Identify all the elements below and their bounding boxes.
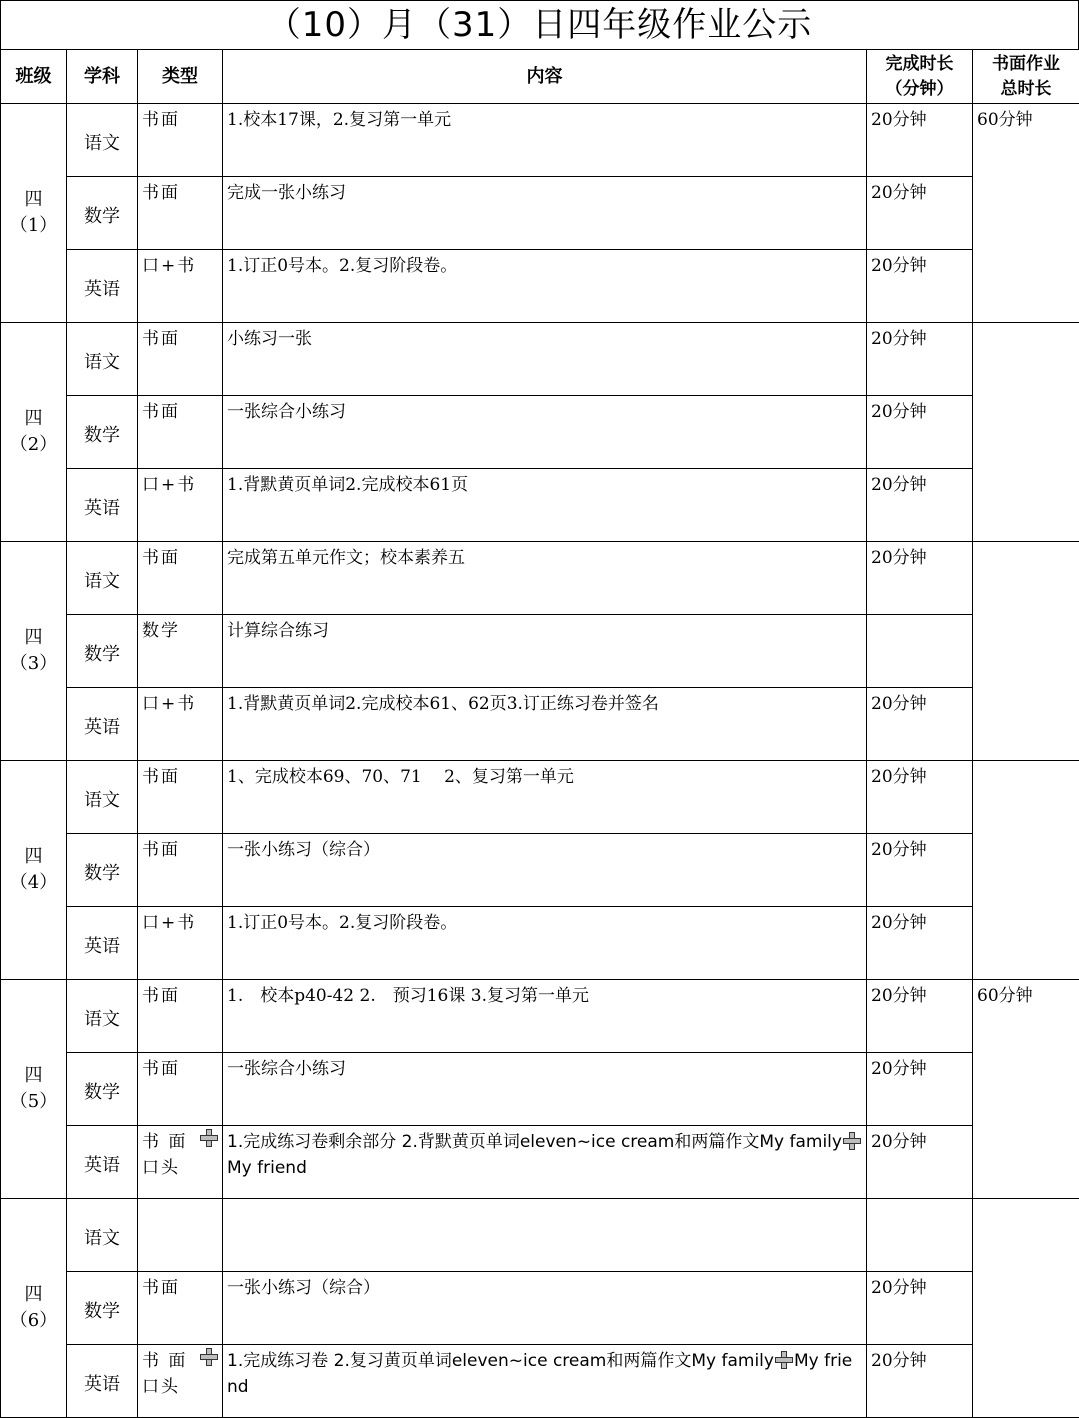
- content-cell: 小练习一张: [223, 323, 867, 396]
- move-cross-icon: [200, 1129, 218, 1147]
- type-cell: 数学: [138, 615, 223, 688]
- table-row: [1, 907, 1079, 980]
- header-type: 类型: [138, 50, 223, 104]
- subject-cell: 数学: [67, 177, 138, 250]
- type-line1: 书 面: [142, 1129, 187, 1155]
- content-cell: [223, 1126, 867, 1199]
- class-cell: [1, 761, 67, 980]
- duration-cell: 20分钟: [867, 1272, 973, 1345]
- duration-cell: 20分钟: [867, 250, 973, 323]
- subject-cell: 语文: [67, 761, 138, 834]
- type-cell: 书面: [138, 1053, 223, 1126]
- subject-cell: 数学: [67, 834, 138, 907]
- total-cell: [973, 761, 1079, 980]
- class-grade: 四: [25, 1284, 43, 1305]
- table-row: [1, 761, 1079, 834]
- subject-cell: 数学: [67, 1272, 138, 1345]
- content-cell: [223, 1345, 867, 1418]
- homework-table: [0, 49, 1079, 1418]
- class-grade: 四: [25, 846, 43, 867]
- type-cell: 书面: [138, 396, 223, 469]
- type-line1: 书 面: [142, 1348, 187, 1374]
- type-cell: 书面: [138, 177, 223, 250]
- table-row: [1, 1199, 1079, 1272]
- duration-cell: 20分钟: [867, 1053, 973, 1126]
- duration-cell: [867, 615, 973, 688]
- header-subject: 学科: [67, 50, 138, 104]
- class-number: （4）: [10, 872, 57, 893]
- duration-cell: [867, 1199, 973, 1272]
- header-total: [973, 50, 1079, 104]
- header-duration-line1: 完成时长: [886, 54, 954, 74]
- subject-cell: 英语: [67, 688, 138, 761]
- content-cell: 1.订正0号本。2.复习阶段卷。: [223, 907, 867, 980]
- type-cell: 书面: [138, 761, 223, 834]
- subject-cell: 数学: [67, 396, 138, 469]
- subject-cell: 英语: [67, 469, 138, 542]
- content-cell: 计算综合练习: [223, 615, 867, 688]
- duration-cell: 20分钟: [867, 323, 973, 396]
- content-cell: 1.订正0号本。2.复习阶段卷。: [223, 250, 867, 323]
- duration-cell: 20分钟: [867, 761, 973, 834]
- table-row: [1, 688, 1079, 761]
- content-cell: 一张小练习（综合）: [223, 834, 867, 907]
- subject-cell: 语文: [67, 1199, 138, 1272]
- type-cell: 口+书: [138, 250, 223, 323]
- table-row: [1, 469, 1079, 542]
- content-cell: 1.背默黄页单词2.完成校本61、62页3.订正练习卷并签名: [223, 688, 867, 761]
- duration-cell: 20分钟: [867, 688, 973, 761]
- table-row: [1, 1053, 1079, 1126]
- duration-cell: 20分钟: [867, 177, 973, 250]
- duration-cell: 20分钟: [867, 980, 973, 1053]
- content-cell: 完成第五单元作文；校本素养五: [223, 542, 867, 615]
- class-cell: [1, 980, 67, 1199]
- move-cross-icon: [775, 1351, 793, 1369]
- table-row: [1, 104, 1079, 177]
- class-grade: 四: [25, 627, 43, 648]
- table-row: [1, 1345, 1079, 1418]
- class-number: （2）: [10, 434, 57, 455]
- duration-cell: 20分钟: [867, 834, 973, 907]
- class-cell: [1, 104, 67, 323]
- subject-cell: 英语: [67, 250, 138, 323]
- page-title: （10）月（31）日四年级作业公示: [0, 0, 1079, 49]
- class-cell: [1, 323, 67, 542]
- duration-cell: 20分钟: [867, 907, 973, 980]
- table-row: [1, 542, 1079, 615]
- subject-cell: 语文: [67, 980, 138, 1053]
- class-grade: 四: [25, 408, 43, 429]
- type-cell: 书面: [138, 980, 223, 1053]
- subject-cell: 语文: [67, 323, 138, 396]
- duration-cell: 20分钟: [867, 104, 973, 177]
- type-cell: 口+书: [138, 469, 223, 542]
- content-cell: 完成一张小练习: [223, 177, 867, 250]
- content-text-tail: My friend: [227, 1158, 307, 1178]
- class-number: （6）: [10, 1310, 57, 1331]
- total-cell: 60分钟: [973, 104, 1079, 323]
- content-cell: 1.校本17课，2.复习第一单元: [223, 104, 867, 177]
- total-cell: [973, 1199, 1079, 1418]
- class-cell: [1, 1199, 67, 1418]
- total-cell: 60分钟: [973, 980, 1079, 1199]
- header-duration: [867, 50, 973, 104]
- header-row: [1, 50, 1079, 104]
- class-number: （5）: [10, 1091, 57, 1112]
- table-row: [1, 396, 1079, 469]
- class-number: （3）: [10, 653, 57, 674]
- content-text-tail: My friend: [227, 1351, 852, 1397]
- type-cell: [138, 1345, 223, 1418]
- total-cell: [973, 542, 1079, 761]
- table-row: [1, 1272, 1079, 1345]
- table-row: [1, 980, 1079, 1053]
- subject-cell: 数学: [67, 615, 138, 688]
- header-duration-line2: （分钟）: [886, 79, 954, 99]
- header-total-line1: 书面作业: [992, 54, 1060, 74]
- type-cell: 书面: [138, 323, 223, 396]
- table-row: [1, 834, 1079, 907]
- duration-cell: 20分钟: [867, 1345, 973, 1418]
- type-cell: 口+书: [138, 688, 223, 761]
- content-text: 1.完成练习卷 2.复习黄页单词eleven~ice cream和两篇作文My family: [227, 1351, 774, 1371]
- content-cell: 1、完成校本69、70、71 2、复习第一单元: [223, 761, 867, 834]
- content-cell: 一张综合小练习: [223, 1053, 867, 1126]
- table-row: [1, 250, 1079, 323]
- content-cell: 一张综合小练习: [223, 396, 867, 469]
- type-line2: 口头: [142, 1377, 180, 1397]
- class-number: （1）: [10, 215, 57, 236]
- header-total-line2: 总时长: [1001, 79, 1052, 99]
- table-row: [1, 1126, 1079, 1199]
- table-row: [1, 323, 1079, 396]
- duration-cell: 20分钟: [867, 469, 973, 542]
- duration-cell: 20分钟: [867, 1126, 973, 1199]
- table-row: [1, 615, 1079, 688]
- move-cross-icon: [843, 1132, 861, 1150]
- type-cell: 书面: [138, 1272, 223, 1345]
- duration-cell: 20分钟: [867, 542, 973, 615]
- class-cell: [1, 542, 67, 761]
- table-row: [1, 177, 1079, 250]
- header-content: 内容: [223, 50, 867, 104]
- type-cell: [138, 1126, 223, 1199]
- type-cell: 书面: [138, 834, 223, 907]
- type-cell: 书面: [138, 104, 223, 177]
- subject-cell: 语文: [67, 104, 138, 177]
- header-class: 班级: [1, 50, 67, 104]
- type-cell: [138, 1199, 223, 1272]
- content-cell: [223, 1199, 867, 1272]
- subject-cell: 语文: [67, 542, 138, 615]
- content-cell: 一张小练习（综合）: [223, 1272, 867, 1345]
- type-line2: 口头: [142, 1158, 180, 1178]
- content-cell: 1.背默黄页单词2.完成校本61页: [223, 469, 867, 542]
- class-grade: 四: [25, 189, 43, 210]
- duration-cell: 20分钟: [867, 396, 973, 469]
- class-grade: 四: [25, 1065, 43, 1086]
- total-cell: [973, 323, 1079, 542]
- move-cross-icon: [200, 1348, 218, 1366]
- subject-cell: 英语: [67, 1126, 138, 1199]
- type-cell: 口+书: [138, 907, 223, 980]
- subject-cell: 英语: [67, 1345, 138, 1418]
- subject-cell: 英语: [67, 907, 138, 980]
- content-text: 1.完成练习卷剩余部分 2.背默黄页单词eleven~ice cream和两篇作文My family: [227, 1132, 842, 1152]
- content-cell: 1. 校本p40-42 2. 预习16课 3.复习第一单元: [223, 980, 867, 1053]
- type-cell: 书面: [138, 542, 223, 615]
- subject-cell: 数学: [67, 1053, 138, 1126]
